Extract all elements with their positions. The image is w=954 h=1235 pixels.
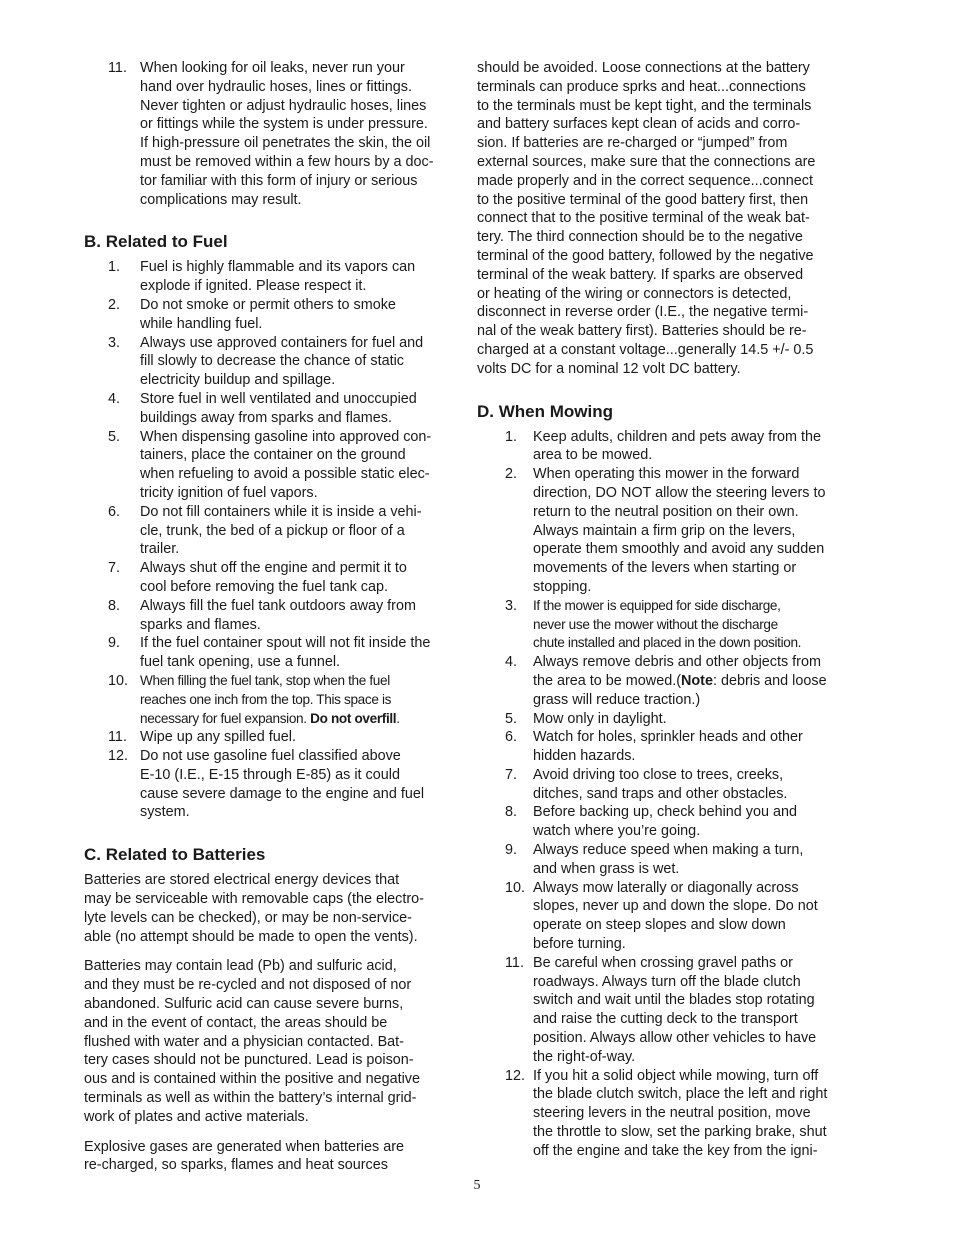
item-line: If the mower is equipped for side discharge,	[533, 597, 781, 613]
item-number: 8.	[108, 597, 121, 614]
item-line: or fittings while the system is under pressure.	[140, 116, 428, 133]
item-line: chute installed and placed in the down position.	[533, 635, 802, 651]
list-item	[477, 597, 847, 653]
list-item	[84, 559, 454, 597]
item-number: 3.	[505, 597, 518, 614]
list-item	[84, 634, 454, 672]
fuel-list	[84, 258, 454, 822]
item-line: return to the neutral position on their own.	[533, 503, 799, 520]
item-line: If the fuel container spout will not fit inside the	[140, 635, 431, 652]
item-line: operate on steep slopes and slow down	[533, 917, 786, 934]
item-line: Watch for holes, sprinkler heads and other	[533, 729, 803, 746]
item-line: reaches one inch from the top. This space is	[140, 691, 392, 707]
item-number: 11.	[505, 954, 524, 971]
item-line: system.	[140, 804, 190, 821]
item-line: When operating this mower in the forward	[533, 466, 800, 483]
item-number: 2.	[108, 296, 121, 313]
item-number: 9.	[108, 635, 121, 652]
item-line: complications may result.	[140, 191, 302, 208]
item-line: trailer.	[140, 541, 180, 558]
item-number: 9.	[505, 842, 518, 859]
item-line: direction, DO NOT allow the steering levers to	[533, 484, 826, 501]
item-line: hand over hydraulic hoses, lines or fittings.	[140, 78, 412, 95]
item-line: tor familiar with this form of injury or serious	[140, 172, 418, 189]
item-number: 8.	[505, 804, 518, 821]
item-line: tricity ignition of fuel vapors.	[140, 484, 318, 501]
item-line: Always fill the fuel tank outdoors away from	[140, 597, 416, 614]
item-line: position. Always allow other vehicles to have	[533, 1030, 817, 1047]
item-line: Always maintain a firm grip on the levers,	[533, 522, 796, 539]
item-line: If you hit a solid object while mowing, turn off	[533, 1067, 819, 1084]
item-line: Avoid driving too close to trees, creeks,	[533, 766, 784, 783]
list-item	[477, 803, 847, 841]
item-line: before turning.	[533, 936, 626, 953]
item-line: the blade clutch switch, place the left and right	[533, 1086, 828, 1103]
item-line: must be removed within a few hours by a doc-	[140, 153, 434, 170]
item-line: when refueling to avoid a possible static elec-	[140, 466, 430, 483]
item-line: Wipe up any spilled fuel.	[140, 729, 296, 746]
item-line: steering levers in the neutral position, move	[533, 1105, 811, 1122]
item-line: Keep adults, children and pets away from the	[533, 428, 821, 445]
item-line: grass will reduce traction.)	[533, 691, 701, 708]
list-item	[84, 334, 454, 390]
item-line: Fuel is highly flammable and its vapors can	[140, 259, 416, 276]
item-number: 7.	[505, 766, 518, 783]
item-line: operate them smoothly and avoid any sudden	[533, 541, 825, 558]
list-item	[477, 710, 847, 729]
list-item	[477, 653, 847, 709]
item-line: slopes, never up and down the slope. Do not	[533, 898, 818, 915]
list-item	[477, 1067, 847, 1161]
item-line: while handling fuel.	[140, 315, 263, 332]
right-column	[477, 59, 847, 1161]
item-line: ditches, sand traps and other obstacles.	[533, 785, 788, 802]
item-number: 5.	[505, 710, 518, 727]
item-line: explode if ignited. Please respect it.	[140, 278, 367, 295]
list-item	[84, 503, 454, 559]
list-item	[84, 728, 454, 747]
paragraph-battery-continued: should be avoided. Loose connections at the battery terminals can produce sprks and heat...connections to the terminals must be kept tight, and the terminals and battery surfaces kept clean of acids and corro- sion. If batteries are re-charged or “jumped” from external sources, make sure that the connections are made properly and in the correct sequence...connect to the positive terminal of the good battery first, then connect that to the positive terminal of the weak bat- tery. The third connection should be to the negative terminal of the good battery, followed by the negative terminal of the weak battery. If sparks are observed or heating of the wiring or connectors is detected, disconnect in reverse order (I.E., the negative termi- nal of the weak battery first). Batteries should be re- charged at a constant voltage...generally 14.5 +/- 0.5 volts DC for a nominal 12 volt DC battery.	[477, 60, 816, 377]
item-number: 1.	[505, 428, 518, 445]
item-line: Do not use gasoline fuel classified above	[140, 748, 401, 765]
item-line: When filling the fuel tank, stop when the fuel	[140, 672, 390, 688]
list-item	[84, 296, 454, 334]
item-line: movements of the levers when starting or	[533, 560, 797, 577]
list-item	[84, 672, 454, 728]
list-item	[84, 747, 454, 822]
section-heading-mowing: D. When Mowing	[477, 401, 613, 421]
paragraph: Batteries may contain lead (Pb) and sulfuric acid, and they must be re-cycled and not disposed of nor abandoned. Sulfuric acid can cause severe burns, and in the event of contact, the areas should be flushed with water and a physician contacted. Bat- tery cases should not be punctured. Lead is poison- ous and is contained within the positive and negative terminals as well as within the battery’s internal grid- work of plates and active materials.	[84, 958, 421, 1125]
item-number: 5.	[108, 428, 121, 445]
item-line: necessary for fuel expansion. Do not overfill.	[140, 710, 400, 726]
item-line: the right-of-way.	[533, 1048, 636, 1065]
item-line: When dispensing gasoline into approved con-	[140, 428, 432, 445]
item-line: and when grass is wet.	[533, 860, 680, 877]
note-label: Note	[681, 672, 713, 689]
item-number: 10.	[505, 879, 526, 896]
item-line: Never tighten or adjust hydraulic hoses, lines	[140, 97, 427, 114]
paragraph: Batteries are stored electrical energy devices that may be serviceable with removable caps (the electro- lyte levels can be checked), or may be non-service- able (no attempt should be made to open the vents).	[84, 872, 424, 945]
continued-list	[84, 59, 454, 209]
list-item	[477, 879, 847, 954]
item-line: fill slowly to decrease the chance of static	[140, 353, 404, 370]
list-item-hydraulic	[84, 59, 454, 209]
item-line: the area to be mowed.(Note: debris and loose	[533, 672, 827, 689]
item-line: Always reduce speed when making a turn,	[533, 842, 804, 859]
item-line: area to be mowed.	[533, 447, 653, 464]
item-line: E-10 (I.E., E-15 through E-85) as it could	[140, 766, 400, 783]
list-item	[477, 841, 847, 879]
item-line: Do not smoke or permit others to smoke	[140, 296, 396, 313]
item-line: Always mow laterally or diagonally across	[533, 879, 799, 896]
item-number: 4.	[505, 654, 518, 671]
item-number: 3.	[108, 334, 121, 351]
item-number: 7.	[108, 560, 121, 577]
page-number: 5	[473, 1178, 481, 1193]
item-number: 11.	[108, 729, 127, 746]
item-number: 6.	[505, 729, 518, 746]
item-number: 12.	[108, 748, 129, 765]
item-line: cle, trunk, the bed of a pickup or floor of a	[140, 522, 405, 539]
item-number: 2.	[505, 466, 518, 483]
item-line: Be careful when crossing gravel paths or	[533, 954, 793, 971]
list-item	[477, 465, 847, 597]
item-line: and raise the cutting deck to the transport	[533, 1011, 798, 1028]
paragraph: Explosive gases are generated when batteries are re-charged, so sparks, flames and heat sources	[84, 1138, 404, 1174]
item-line: hidden hazards.	[533, 748, 636, 765]
item-line: roadways. Always turn off the blade clutch	[533, 973, 801, 990]
list-item	[84, 258, 454, 296]
item-line: buildings away from sparks and flames.	[140, 409, 392, 426]
list-item	[477, 728, 847, 766]
mowing-list	[477, 428, 847, 1161]
item-line: If high-pressure oil penetrates the skin, the oil	[140, 135, 431, 152]
list-item	[477, 428, 847, 466]
item-line: cause severe damage to the engine and fuel	[140, 785, 425, 802]
emphasis-text: Do not overfill	[310, 710, 397, 726]
item-line: never use the mower without the discharge	[533, 616, 778, 632]
item-line: Always remove debris and other objects from	[533, 654, 821, 671]
item-number: 1.	[108, 259, 121, 276]
item-line: switch and wait until the blades stop rotating	[533, 992, 815, 1009]
item-number: 4.	[108, 390, 121, 407]
list-item	[477, 766, 847, 804]
item-line: Always shut off the engine and permit it to	[140, 560, 407, 577]
item-number: 11.	[108, 60, 127, 76]
item-line: tainers, place the container on the ground	[140, 447, 406, 464]
list-item	[84, 428, 454, 503]
section-heading-batteries: C. Related to Batteries	[84, 845, 266, 865]
item-line: watch where you’re going.	[533, 823, 701, 840]
list-item	[84, 597, 454, 635]
item-line: Store fuel in well ventilated and unoccupied	[140, 390, 417, 407]
item-number: 6.	[108, 503, 121, 520]
item-number: 12.	[505, 1067, 526, 1084]
item-line: Mow only in daylight.	[533, 710, 667, 727]
section-heading-fuel: B. Related to Fuel	[84, 232, 228, 252]
left-column	[84, 59, 454, 1186]
item-line: Before backing up, check behind you and	[533, 804, 798, 821]
item-line: When looking for oil leaks, never run your	[140, 60, 405, 76]
item-line: Do not fill containers while it is inside a vehi-	[140, 503, 422, 520]
item-line: off the engine and take the key from the igni-	[533, 1142, 818, 1159]
item-line: sparks and flames.	[140, 616, 261, 633]
item-line: the throttle to slow, set the parking brake, shut	[533, 1124, 827, 1141]
list-item	[84, 390, 454, 428]
item-line: cool before removing the fuel tank cap.	[140, 578, 388, 595]
item-line: electricity buildup and spillage.	[140, 372, 336, 389]
item-line: Always use approved containers for fuel and	[140, 334, 424, 351]
item-line: fuel tank opening, use a funnel.	[140, 654, 341, 671]
list-item	[477, 954, 847, 1067]
item-number: 10.	[108, 672, 129, 689]
item-line: stopping.	[533, 578, 592, 595]
